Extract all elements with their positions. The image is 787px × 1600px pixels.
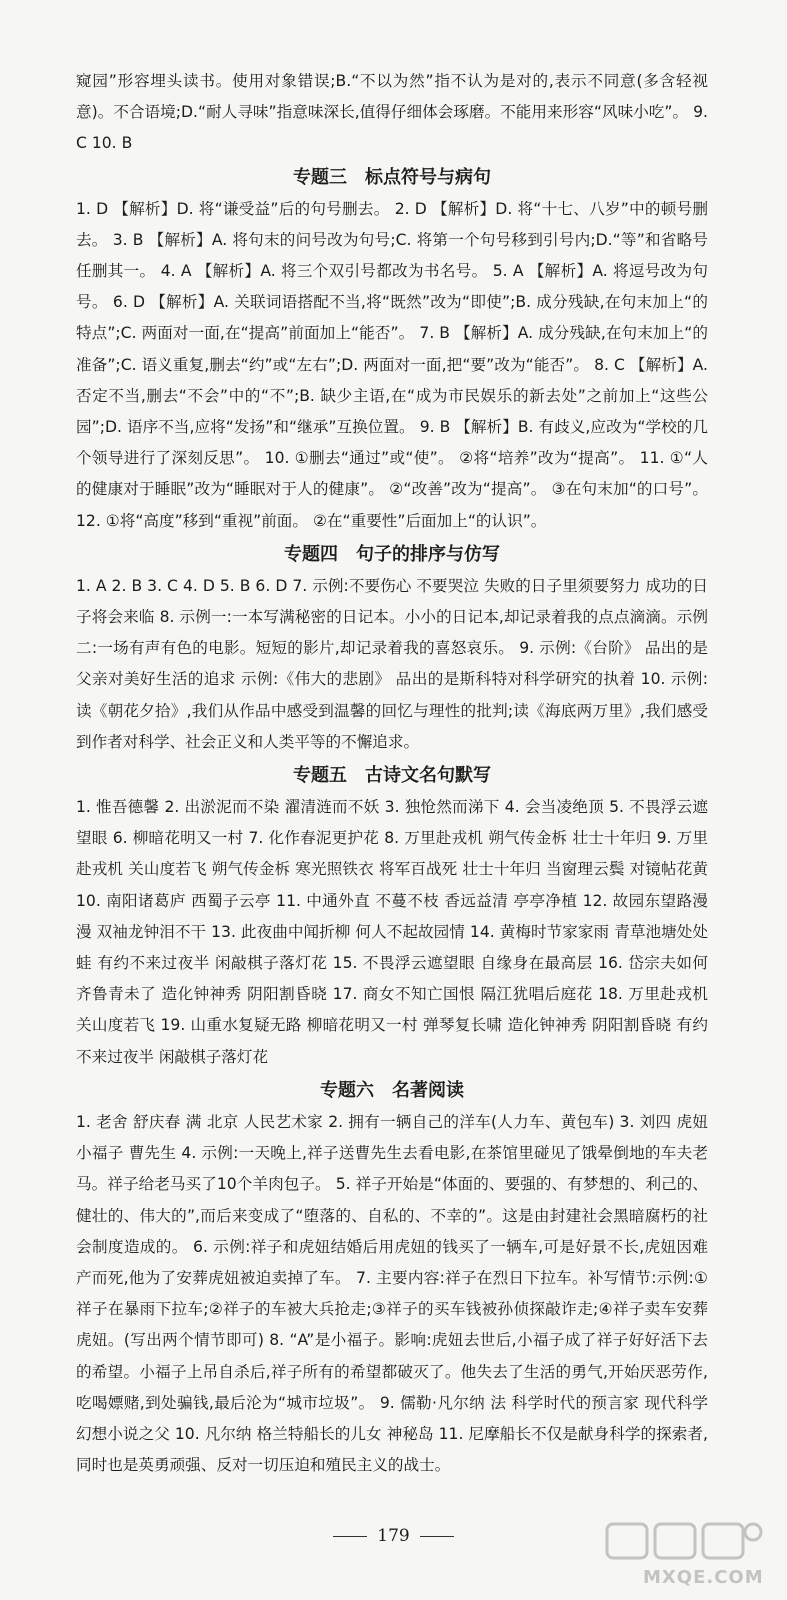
section-heading: 专题三 标点符号与病句 xyxy=(293,166,491,188)
answer-document xyxy=(76,66,708,1481)
dash-left xyxy=(333,1536,367,1537)
section-5 xyxy=(76,760,708,1073)
section-body: 1. A 2. B 3. C 4. D 5. B 6. D 7. 示例:不要伤心 不要哭泣 失败的日子里须要努力 成功的日子将会来临 8. 示例一:一本写满秘密的日记本。小小的日记本,却记录着我的点点滴滴。示例二:一场有声有色的电影。短短的影片,却记录着我的喜怒哀乐。 9. 示例:《台阶》 品出的是父亲对美好生活的追求 示例:《伟大的悲剧》 品出的是斯科特对科学研究的执着 10. 示例:读《朝花夕拾》,我们从作品中感受到温馨的回忆与理性的批判;读《海底两万里》,我们感受到作者对科学、社会正义和人类平等的不懈追求。 xyxy=(76,576,708,751)
watermark-logo xyxy=(603,1518,773,1592)
section-4 xyxy=(76,539,708,758)
section-heading: 专题六 名著阅读 xyxy=(320,1079,464,1101)
section-body: 1. D 【解析】D. 将“谦受益”后的句号删去。 2. D 【解析】D. 将“十七、八岁”中的顿号删去。 3. B 【解析】A. 将句末的问号改为句号;C. 将第一个句号移到引号内;D.“等”和省略号任删其一。 4. A 【解析】A. 将三个双引号都改为书名号。 5. A 【解析】A. 将逗号改为句号。 6. D 【解析】A. 关联词语搭配不当,将“既然”改为“即使”;B. 成分残缺,在句末加上“的特点”;C. 两面对一面,在“提高”前面加上“能否”。 7. B 【解析】A. 成分残缺,在句末加上“的准备”;C. 语义重复,删去“约”或“左右”;D. 两面对一面,把“要”改为“能否”。 8. C 【解析】A. 否定不当,删去“不会”中的“不”;B. 缺少主语,在“成为市民娱乐的新去处”之前加上“这些公园”;D. 语序不当,应将“发扬”和“继承”互换位置。 9. B 【解析】B. 有歧义,应改为“学校的几个领导进行了深刻反思”。 10. ①删去“通过”或“使”。 ②将“培养”改为“提高”。 11. ①“人的健康对于睡眠”改为“睡眠对于人的健康”。 ②“改善”改为“提高”。 ③在句末加“的口号”。 12. ①将“高度”移到“重视”前面。 ②在“重要性”后面加上“的认识”。 xyxy=(76,199,708,530)
section-heading: 专题五 古诗文名句默写 xyxy=(293,765,491,787)
dash-right xyxy=(420,1536,454,1537)
section-body: 1. 老舍 舒庆春 满 北京 人民艺术家 2. 拥有一辆自己的洋车(人力车、黄包车) 3. 刘四 虎妞 小福子 曹先生 4. 示例:一天晚上,祥子送曹先生去看电影,在茶馆里碰见了饿晕倒地的车夫老马。祥子给老马买了10个羊肉包子。 5. 祥子开始是“体面的、要强的、有梦想的、利己的、健壮的、伟大的”,而后来变成了“堕落的、自私的、不幸的”。这是由封建社会黑暗腐朽的社会制度造成的。 6. 示例:祥子和虎妞结婚后用虎妞的钱买了一辆车,可是好景不长,虎妞因难产而死,他为了安葬虎妞被迫卖掉了车。 7. 主要内容:祥子在烈日下拉车。补写情节:示例:①祥子在暴雨下拉车;②祥子的车被大兵抢走;③祥子的买车钱被孙侦探敲诈走;④祥子卖车安葬虎妞。(写出两个情节即可) 8. “A”是小福子。影响:虎妞去世后,小福子成了祥子好好活下去的希望。小福子上吊自杀后,祥子所有的希望都破灭了。他失去了生活的勇气,开始厌恶劳作,吃喝嫖赌,到处骗钱,最后沦为“城市垃圾”。 9. 儒勒·凡尔纳 法 科学时代的预言家 现代科学幻想小说之父 10. 凡尔纳 格兰特船长的儿女 神秘岛 11. 尼摩船长不仅是献身科学的探索者,同时也是英勇顽强、反对一切压迫和殖民主义的战士。 xyxy=(76,1112,708,1475)
section-heading: 专题四 句子的排序与仿写 xyxy=(284,543,500,565)
section-3 xyxy=(76,162,708,537)
section-body: 1. 惟吾德馨 2. 出淤泥而不染 濯清涟而不妖 3. 独怆然而涕下 4. 会当凌绝顶 5. 不畏浮云遮望眼 6. 柳暗花明又一村 7. 化作春泥更护花 8. 万里赴戎机 朔气传金柝 壮士十年归 9. 万里赴戎机 关山度若飞 朔气传金柝 寒光照铁衣 将军百战死 壮士十年归 当窗理云鬓 对镜帖花黄 10. 南阳诸葛庐 西蜀子云亭 11. 中通外直 不蔓不枝 香远益清 亭亭净植 12. 故园东望路漫漫 双袖龙钟泪不干 13. 此夜曲中闻折柳 何人不起故园情 14. 黄梅时节家家雨 青草池塘处处蛙 有约不来过夜半 闲敲棋子落灯花 15. 不畏浮云遮望眼 自缘身在最高层 16. 岱宗夫如何 齐鲁青未了 造化钟神秀 阴阳割昏晓 17. 商女不知亡国恨 隔江犹唱后庭花 18. 万里赴戎机 关山度若飞 19. 山重水复疑无路 柳暗花明又一村 弹琴复长啸 造化钟神秀 阴阳割昏晓 有约不来过夜半 闲敲棋子落灯花 xyxy=(76,798,708,1066)
page-number-text: 179 xyxy=(377,1526,410,1546)
intro-paragraph: 窥园”形容埋头读书。使用对象错误;B.“不以为然”指不认为是对的,表示不同意(多含轻视意)。不合语境;D.“耐人寻味”指意味深长,值得仔细体会琢磨。不能用来形容“风味小吃”。 9. C 10. B xyxy=(76,72,708,153)
section-6 xyxy=(76,1075,708,1481)
watermark-text: MXQE.COM xyxy=(643,1567,764,1588)
